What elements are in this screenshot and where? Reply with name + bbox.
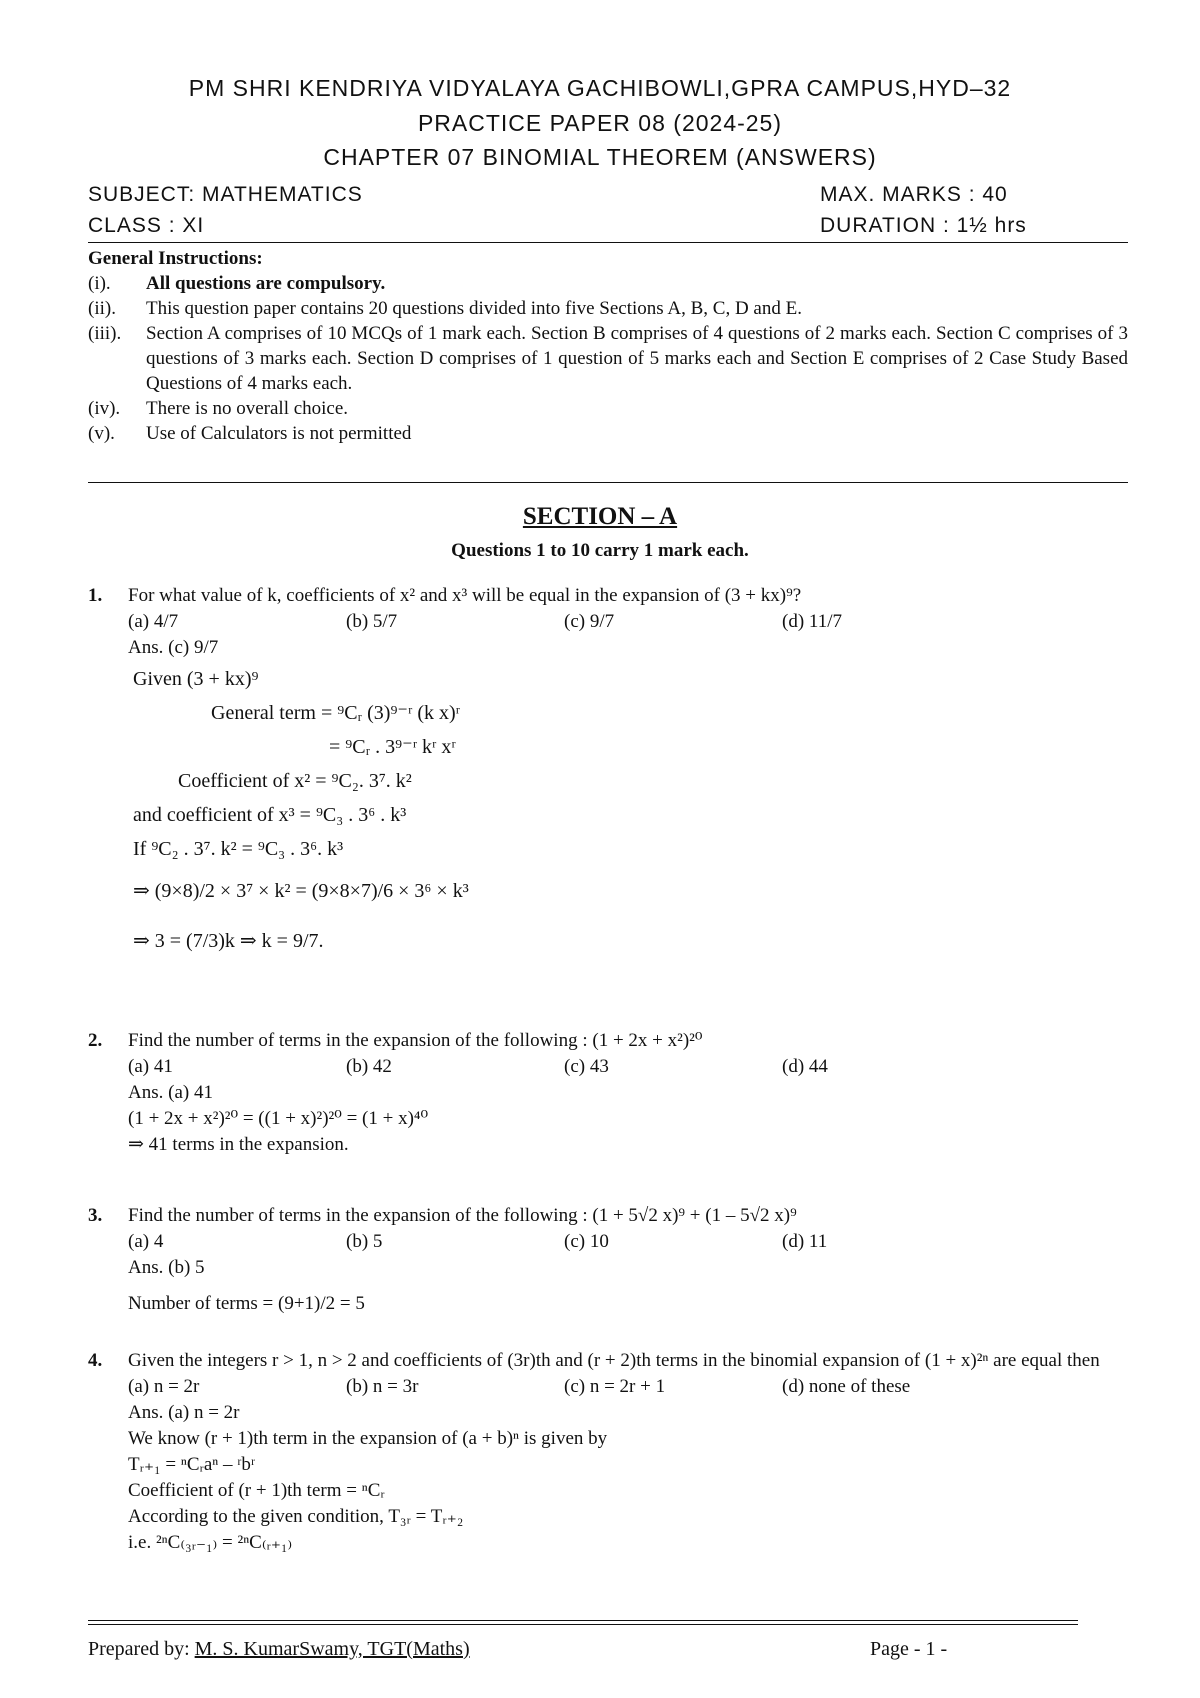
answer: Ans. (b) 5 <box>128 1257 205 1278</box>
option-a: (a) n = 2r <box>128 1376 200 1397</box>
instruction-item: (ii). This question paper contains 20 questions divided into five Sections A, B, C, D and E. <box>88 298 802 319</box>
option-c: (c) n = 2r + 1 <box>564 1376 666 1397</box>
solution-line: According to the given condition, T₃ᵣ = Tᵣ₊₂ <box>128 1506 464 1527</box>
subject-label: SUBJECT: MATHEMATICS <box>88 183 363 206</box>
header-divider <box>88 242 1128 243</box>
option-d: (d) 11 <box>782 1231 828 1252</box>
question-number: 2. <box>88 1030 103 1051</box>
option-b: (b) n = 3r <box>346 1376 419 1397</box>
answer: Ans. (a) 41 <box>128 1082 213 1103</box>
section-title: SECTION – A <box>522 503 678 530</box>
options-row <box>128 1374 1128 1400</box>
instruction-item: (v). Use of Calculators is not permitted <box>88 423 412 444</box>
q1-solution <box>133 662 1033 966</box>
section-subtitle: Questions 1 to 10 carry 1 mark each. <box>451 540 749 561</box>
coefficient-x3-line: and coefficient of x³ = ⁹C₃ . 3⁶ . k³ <box>133 804 407 826</box>
class-label: CLASS : XI <box>88 214 205 237</box>
question-text: Find the number of terms in the expansion of the following : (1 + 5√2 x)⁹ + (1 – 5√2 x)⁹ <box>128 1205 797 1226</box>
options-row <box>128 609 1128 635</box>
paper-title: PRACTICE PAPER 08 (2024-25) <box>417 110 783 136</box>
question-number: 4. <box>88 1350 103 1371</box>
options-row <box>128 1054 1128 1080</box>
footer-divider-2 <box>88 1624 1078 1625</box>
solution-line: Tᵣ₊₁ = ⁿCᵣaⁿ – ʳbʳ <box>128 1454 256 1475</box>
chapter-title: CHAPTER 07 BINOMIAL THEOREM (ANSWERS) <box>323 144 877 170</box>
given-line: Given (3 + kx)⁹ <box>133 668 259 690</box>
option-b: (b) 42 <box>346 1056 392 1077</box>
step-1-line: ⇒ (9×8)/2 × 3⁷ × k² = (9×8×7)/6 × 3⁶ × k³ <box>133 880 469 902</box>
question-text: For what value of k, coefficients of x² and x³ will be equal in the expansion of (3 + kx)⁹? <box>128 585 802 606</box>
instructions-heading: General Instructions: <box>88 248 263 269</box>
instruction-item: (i). All questions are compulsory. <box>88 273 386 294</box>
school-name: PM SHRI KENDRIYA VIDYALAYA GACHIBOWLI,GPRA CAMPUS,HYD–32 <box>188 75 1012 101</box>
option-d: (d) none of these <box>782 1376 911 1397</box>
option-d: (d) 44 <box>782 1056 828 1077</box>
option-b: (b) 5 <box>346 1231 383 1252</box>
general-instructions <box>88 246 1128 446</box>
question-text: Find the number of terms in the expansion of the following : (1 + 2x + x²)²⁰ <box>128 1030 703 1051</box>
general-term-line-2: = ⁹Cᵣ . 3⁹⁻ʳ kʳ xʳ <box>329 736 456 758</box>
instructions-divider <box>88 482 1128 483</box>
option-c: (c) 9/7 <box>564 611 615 632</box>
solution-line: (1 + 2x + x²)²⁰ = ((1 + x)²)²⁰ = (1 + x)⁴⁰ <box>128 1108 429 1129</box>
if-line: If ⁹C₂ . 3⁷. k² = ⁹C₃ . 3⁶. k³ <box>133 838 344 860</box>
max-marks: MAX. MARKS : 40 <box>820 183 1008 206</box>
footer-divider <box>88 1620 1078 1621</box>
solution-line: Number of terms = (9+1)/2 = 5 <box>128 1293 365 1314</box>
question-2 <box>88 1028 1128 1158</box>
option-a: (a) 41 <box>128 1056 173 1077</box>
general-term-line: General term = ⁹Cᵣ (3)⁹⁻ʳ (k x)ʳ <box>211 702 460 724</box>
answer: Ans. (c) 9/7 <box>128 637 219 658</box>
prepared-by <box>88 1638 470 1661</box>
option-b: (b) 5/7 <box>346 611 398 632</box>
duration-label: DURATION : 1½ hrs <box>820 214 1027 237</box>
question-3 <box>88 1203 1128 1327</box>
solution-line: i.e. ²ⁿC₍₃ᵣ₋₁₎ = ²ⁿC₍ᵣ₊₁₎ <box>128 1532 293 1553</box>
instruction-item: (iii). Section A comprises of 10 MCQs of 1 mark each. Section B comprises of 4 questions of 2 marks each. Section C comprises of 3 questions of 3 marks each. Section D comprises of 1 question of 5 marks each and Section E comprises of 2 Case Study Based Questions of 4 marks each. <box>88 323 1128 394</box>
option-a: (a) 4 <box>128 1231 164 1252</box>
option-d: (d) 11/7 <box>782 611 842 632</box>
coefficient-x2-line: Coefficient of x² = ⁹C₂. 3⁷. k² <box>178 770 412 792</box>
question-1 <box>88 583 1128 661</box>
question-number: 1. <box>88 585 103 606</box>
solution-line: ⇒ 41 terms in the expansion. <box>128 1134 349 1155</box>
author-name: M. S. KumarSwamy, TGT(Maths) <box>194 1638 470 1660</box>
options-row <box>128 1229 1128 1255</box>
option-c: (c) 10 <box>564 1231 609 1252</box>
option-a: (a) 4/7 <box>128 611 179 632</box>
prepared-label: Prepared by: <box>88 1638 190 1660</box>
question-text: Given the integers r > 1, n > 2 and coefficients of (3r)th and (r + 2)th terms in the binomial expansion of (1 + x)²ⁿ are equal then <box>128 1350 1100 1371</box>
solution-line: Coefficient of (r + 1)th term = ⁿCᵣ <box>128 1480 385 1501</box>
instruction-item: (iv). There is no overall choice. <box>88 398 349 419</box>
page-number: Page - 1 - <box>870 1638 948 1660</box>
question-number: 3. <box>88 1205 103 1226</box>
step-2-line: ⇒ 3 = (7/3)k ⇒ k = 9/7. <box>133 930 324 952</box>
question-4 <box>88 1348 1128 1556</box>
answer: Ans. (a) n = 2r <box>128 1402 240 1423</box>
solution-line: We know (r + 1)th term in the expansion of (a + b)ⁿ is given by <box>128 1428 608 1449</box>
option-c: (c) 43 <box>564 1056 609 1077</box>
